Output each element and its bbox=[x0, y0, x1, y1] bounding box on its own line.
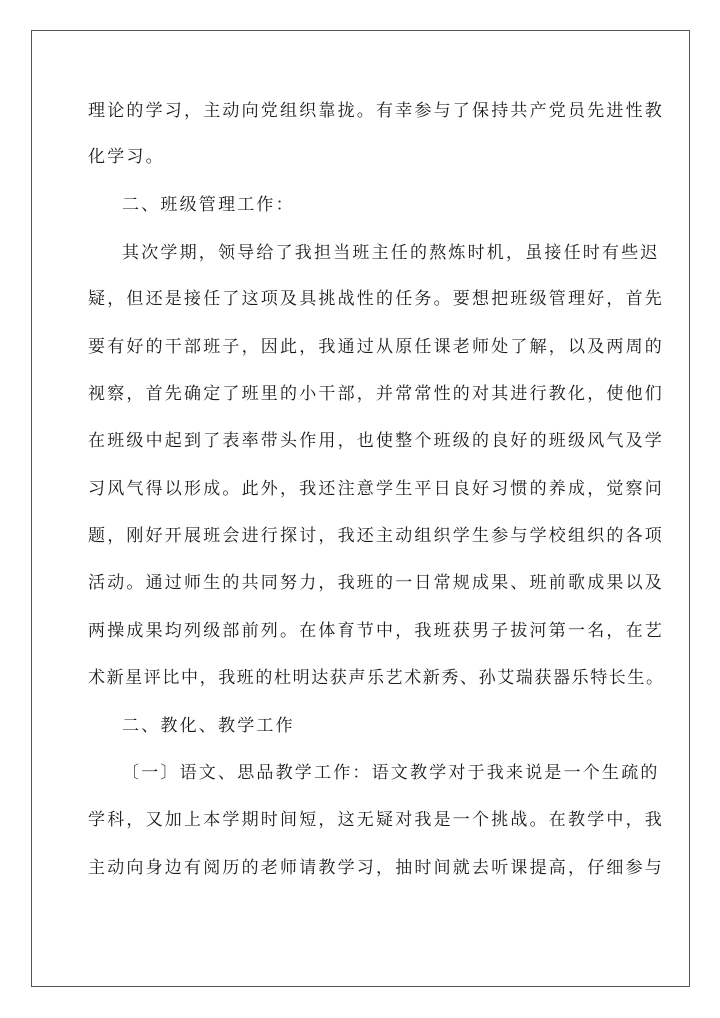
paragraph-line: 〔一〕语文、思品教学工作：语文教学对于我来说是一个生疏的 bbox=[122, 763, 660, 783]
section-heading: 二、班级管理工作： bbox=[122, 195, 295, 215]
paragraph-line: 题，刚好开展班会进行探讨，我还主动组织学生参与学校组织的各项 bbox=[88, 526, 664, 546]
paragraph-line: 学科，又加上本学期时间短，这无疑对我是一个挑战。在教学中，我 bbox=[88, 810, 664, 830]
paragraph-line: 视察，首先确定了班里的小干部，并常常性的对其进行教化，使他们 bbox=[88, 384, 664, 404]
paragraph-line: 习风气得以形成。此外，我还注意学生平日良好习惯的养成，觉察问 bbox=[88, 479, 664, 499]
paragraph-line: 主动向身边有阅历的老师请教学习，抽时间就去听课提高，仔细参与 bbox=[88, 858, 664, 878]
section-heading: 二、教化、教学工作 bbox=[122, 716, 295, 736]
paragraph-line: 化学习。 bbox=[88, 147, 165, 167]
paragraph-line: 其次学期，领导给了我担当班主任的熬炼时机，虽接任时有些迟 bbox=[122, 243, 660, 263]
paragraph-line: 理论的学习，主动向党组织靠拢。有幸参与了保持共产党员先进性教 bbox=[88, 101, 664, 121]
paragraph-line: 术新星评比中，我班的杜明达获声乐艺术新秀、孙艾瑞获器乐特长生。 bbox=[88, 668, 665, 688]
paragraph-line: 在班级中起到了表率带头作用，也使整个班级的良好的班级风气及学 bbox=[88, 431, 664, 451]
paragraph-line: 要有好的干部班子，因此，我通过从原任课老师处了解，以及两周的 bbox=[88, 337, 664, 357]
paragraph-line: 疑，但还是接任了这项及具挑战性的任务。要想把班级管理好，首先 bbox=[88, 289, 664, 309]
paragraph-line: 两操成果均列级部前列。在体育节中，我班获男子拔河第一名，在艺 bbox=[88, 621, 664, 641]
paragraph-line: 活动。通过师生的共同努力，我班的一日常规成果、班前歌成果以及 bbox=[88, 573, 664, 593]
page-border bbox=[31, 30, 690, 987]
